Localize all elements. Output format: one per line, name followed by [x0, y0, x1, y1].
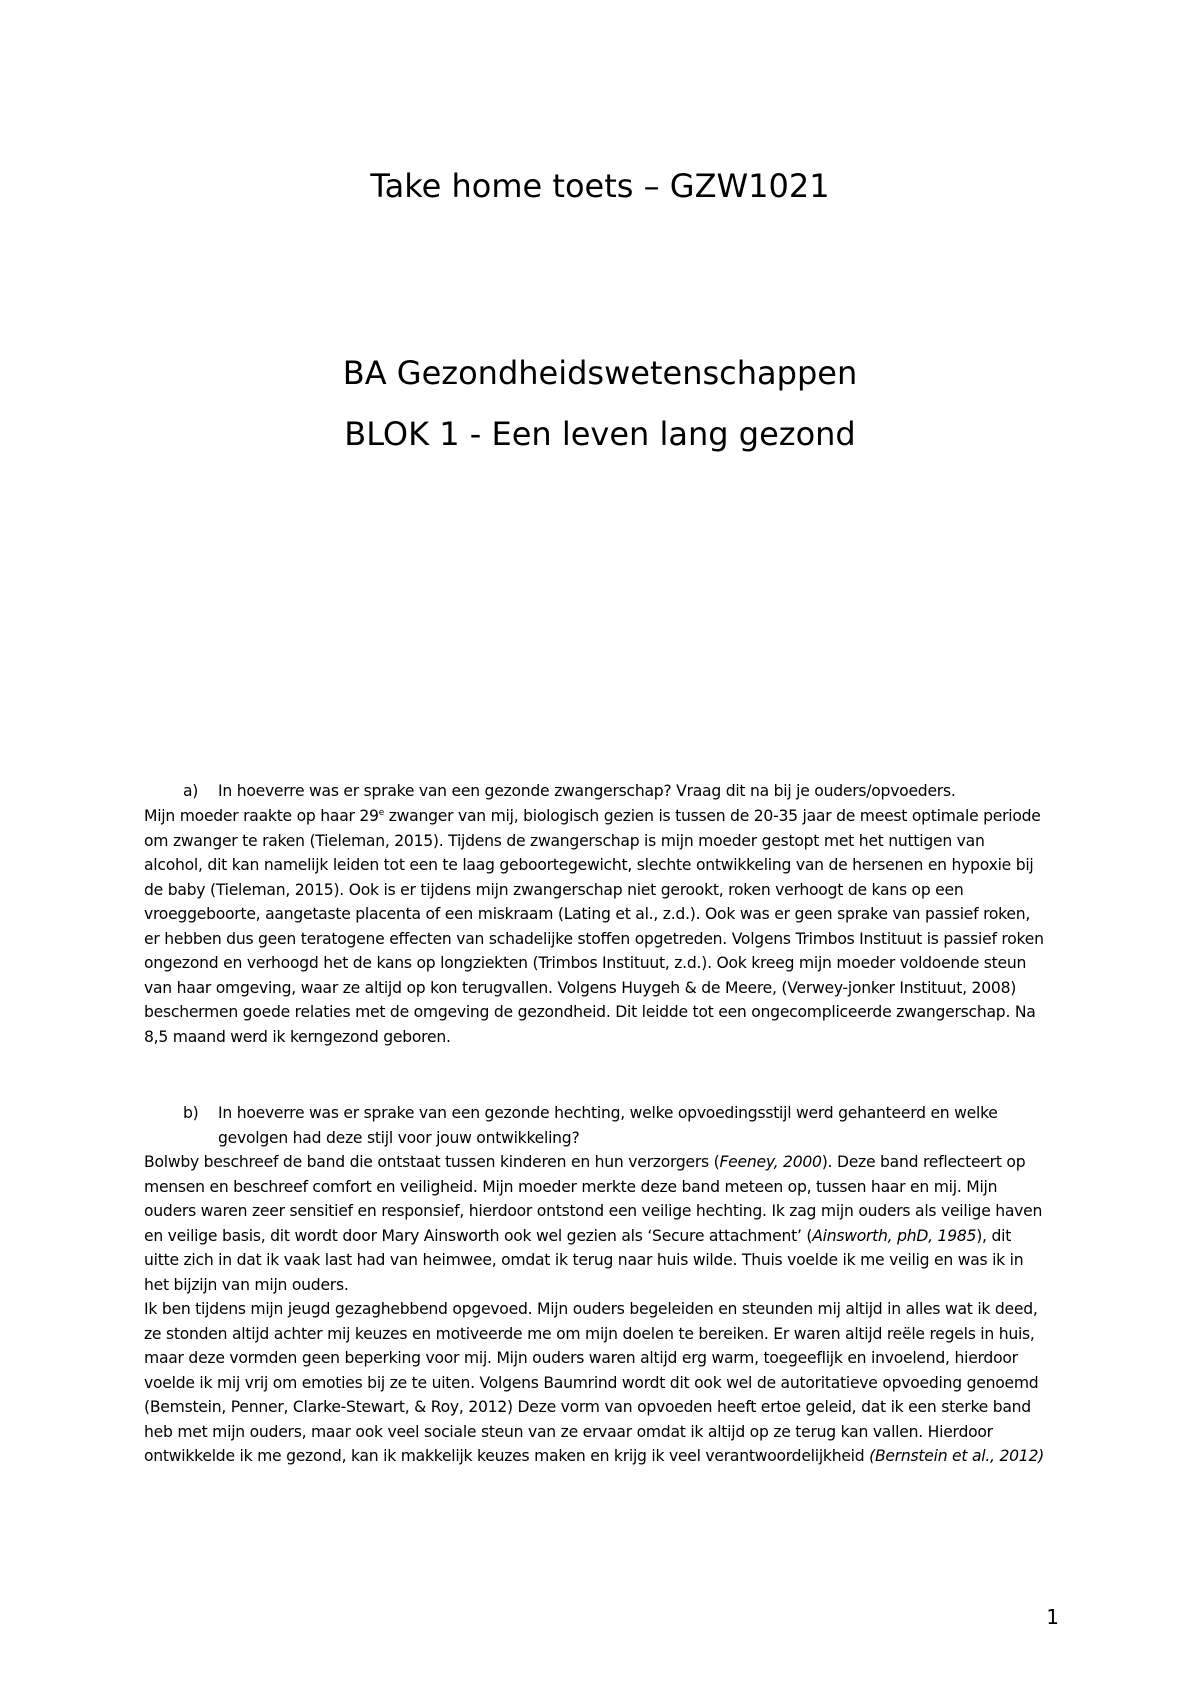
question-a	[144, 779, 1044, 804]
citation-feeney: Feeney, 2000	[719, 1153, 822, 1171]
question-a-letter: a)	[183, 782, 199, 800]
answer-b-text-3: ), dit uitte zich in dat ik vaak last had van heimwee, omdat ik terug naar huis wilde. Thuis voelde ik me veilig en was ik in het bijzijn van mijn ouders.	[144, 1226, 1024, 1294]
answer-a-text-start: Mijn moeder raakte op haar 29	[144, 807, 379, 825]
question-b	[144, 1101, 1044, 1150]
question-b-letter: b)	[183, 1104, 199, 1122]
block-title: BLOK 1 - Een leven lang gezond	[344, 415, 856, 453]
answer-b-parenting-text: Ik ben tijdens mijn jeugd gezaghebbend opgevoed. Mijn ouders begeleiden en steunden mij altijd in alles wat ik deed, ze stonden altijd achter mij keuzes en motiveerde me om mijn doelen te bereiken. Er waren altijd reële regels in huis, maar deze vormden geen beperking voor mij. Mijn ouders waren altijd erg warm, toegeeflijk en invoelend, hierdoor voelde ik mij vrij om emoties bij ze te uiten. Volgens Baumrind wordt dit ook wel de autoritatieve opvoeding genoemd (Bemstein, Penner, Clarke-Stewart, & Roy, 2012) Deze vorm van opvoeden heeft ertoe geleid, dat ik een sterke band heb met mijn ouders, maar ook veel sociale steun van ze ervaar omdat ik altijd op ze terug kan vallen. Hierdoor ontwikkelde ik me gezond, kan ik makkelijk keuzes maken en krijg ik veel verantwoordelijkheid	[144, 1300, 1039, 1465]
answer-b-text-2: ). Deze band reflecteert op mensen en beschreef comfort en veiligheid. Mijn moeder merkte deze band meteen op, tussen haar en mij. Mijn ouders waren zeer sensitief en responsief, hierdoor ontstond een veilige hechting. Ik zag mijn ouders als veilige haven en veilige basis, dit wordt door Mary Ainsworth ook wel gezien als ‘Secure attachment’ (	[144, 1153, 1043, 1245]
answer-b-paragraph-attachment	[144, 1150, 1044, 1297]
answer-b-text-1: Bolwby beschreef de band die ontstaat tussen kinderen en hun verzorgers (	[144, 1153, 720, 1171]
question-a-text: In hoeverre was er sprake van een gezonde zwangerschap? Vraag dit na bij je ouders/opvoeders.	[218, 782, 956, 800]
citation-ainsworth: Ainsworth, phD, 1985	[812, 1226, 977, 1245]
program-title: BA Gezondheidswetenschappen	[342, 354, 858, 392]
citation-bernstein: (Bernstein et al., 2012)	[869, 1447, 1044, 1465]
answer-a-text-rest: zwanger van mij, biologisch gezien is tussen de 20-35 jaar de meest optimale periode om zwanger te raken (Tieleman, 2015). Tijdens de zwangerschap is mijn moeder gestopt met het nuttigen van alcohol, dit kan namelijk leiden tot een te laag geboortegewicht, slechte ontwikkeling van de hersenen en hypoxie bij de baby (Tieleman, 2015). Ook is er tijdens mijn zwangerschap niet gerookt, roken verhoogt de kans op een vroeggeboorte, aangetaste placenta of een miskraam (Lating et al., z.d.). Ook was er geen sprake van passief roken, er hebben dus geen teratogene effecten van schadelijke stoffen opgetreden. Volgens Trimbos Instituut is passief roken ongezond en verhoogd het de kans op longziekten (Trimbos Instituut, z.d.). Ook kreeg mijn moeder voldoende steun van haar omgeving, waar ze altijd op kon terugvallen. Volgens Huygeh & de Meere, (Verwey-jonker Instituut, 2008) beschermen goede relaties met de omgeving de gezondheid. Dit leidde tot een ongecompliceerde zwangerschap. Na 8,5 maand werd ik kerngezond geboren.	[144, 807, 1044, 1046]
page-number: 1	[1046, 1605, 1059, 1629]
document-title: Take home toets – GZW1021	[370, 167, 830, 205]
answer-b-paragraph-parenting	[144, 1297, 1044, 1469]
answer-a-superscript: e	[378, 807, 385, 818]
answer-a-paragraph	[144, 804, 1044, 1049]
question-b-text: In hoeverre was er sprake van een gezonde hechting, welke opvoedingsstijl werd gehanteerd en welke gevolgen had deze stijl voor jouw ontwikkeling?	[218, 1104, 998, 1147]
